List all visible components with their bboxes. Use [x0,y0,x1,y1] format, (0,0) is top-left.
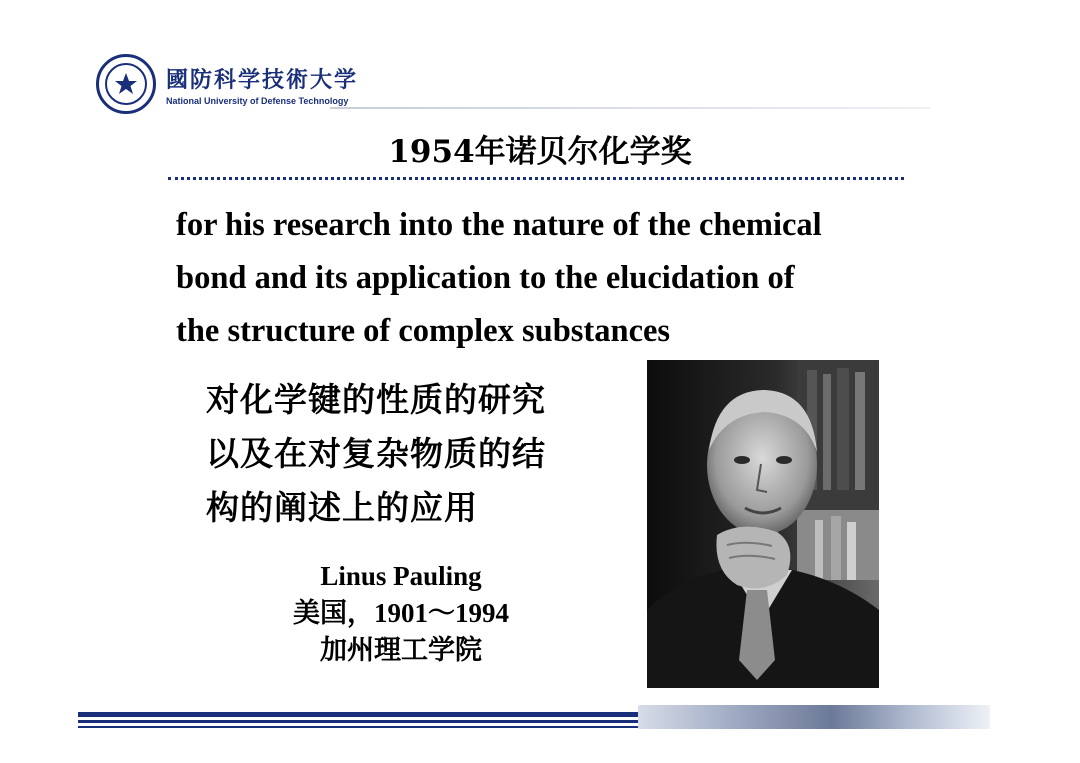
university-seal-icon [96,54,156,114]
laureate-info [240,558,562,669]
university-name-cn: 國防科学技術大学 [166,66,359,93]
laureate-name: Linus Pauling [320,561,482,591]
slide-title: 1954年诺贝尔化学奖 [388,134,692,170]
laureate-country-years: 美国，1901～1994 [293,598,509,628]
citation-en-line: bond and its application to the elucidation of [176,260,795,296]
portrait-photo [647,360,879,688]
campus-skyline-image [638,705,990,729]
citation-en-line: the structure of complex substances [176,313,671,349]
citation-en-line: for his research into the nature of the chemical [176,207,822,243]
citation-english [176,199,916,358]
title-dotted-rule [168,177,904,180]
header-divider [330,107,930,109]
citation-cn-line: 构的阐述上的应用 [206,488,478,527]
citation-cn-line: 对化学键的性质的研究 [206,380,546,419]
citation-chinese [206,373,596,535]
laureate-institution: 加州理工学院 [320,635,482,665]
footer-band [78,705,990,729]
university-name-en: National University of Defense Technology [166,95,349,106]
citation-cn-line: 以及在对复杂物质的结 [206,434,546,473]
university-logo [96,54,358,114]
